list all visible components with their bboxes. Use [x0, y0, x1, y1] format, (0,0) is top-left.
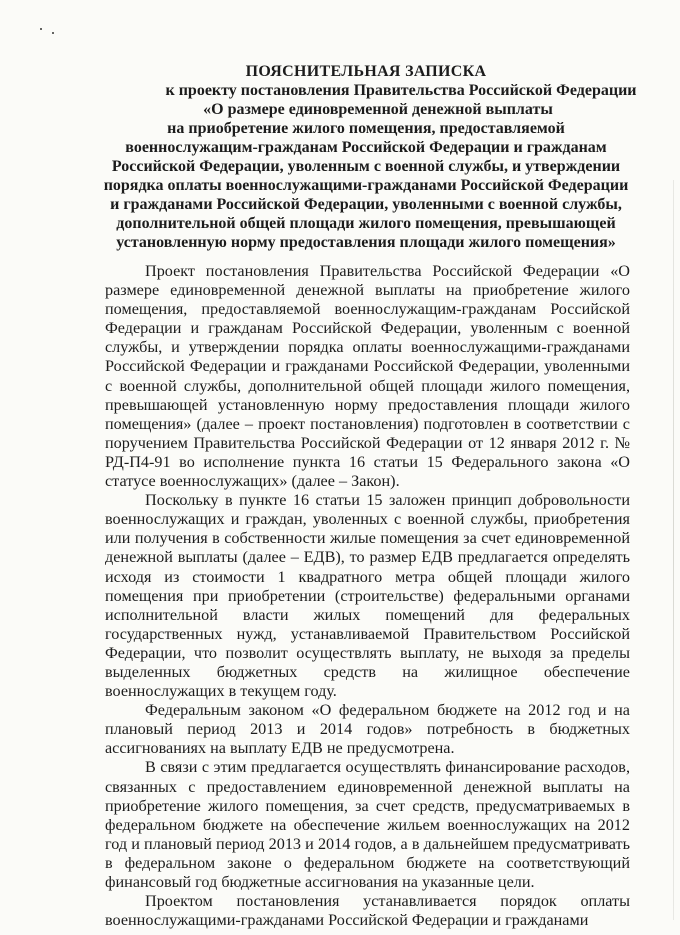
subtitle-line: дополнительной общей площади жилого помещения, превышающей	[116, 215, 616, 232]
body-paragraph: Федеральным законом «О федеральном бюджете на 2012 год и на плановый период 2013 и 2014 годов» потребность в бюджетных ассигнованиях на выплату ЕДВ не предусмотрена.	[105, 701, 630, 758]
document-heading	[90, 62, 642, 252]
body-paragraph: В связи с этим предлагается осуществлять финансирование расходов, связанных с предоставлением единовременной денежной выплаты на приобретение жилого помещения, за счет средств, предусматриваемых в федеральном бюджете на обеспечение жильем военнослужащих на 2012 год и плановый период 2013 и 2014 годов, а в дальнейшем предусматривать в федеральном законе о федеральном бюджете на соответствующий финансовый год бюджетные ассигнования на указанные цели.	[105, 758, 630, 891]
subtitle-line: и гражданами Российской Федерации, уволенными с военной службы,	[110, 196, 622, 213]
subtitle-line: «О размере единовременной денежной выплаты	[203, 101, 553, 118]
subtitle-line: порядка оплаты военнослужащими-гражданами Российской Федерации	[103, 177, 629, 194]
document-body	[105, 262, 630, 930]
document-title: ПОЯСНИТЕЛЬНАЯ ЗАПИСКА	[245, 63, 487, 80]
subtitle-line: к проекту постановления Правительства Российской Федерации	[165, 82, 637, 99]
subtitle-line: установленную норму предоставления площади жилого помещения»	[116, 234, 616, 251]
body-paragraph: Проектом постановления устанавливается порядок оплаты военнослужащими-гражданами Российской Федерации и гражданами	[105, 892, 630, 930]
scan-speck	[40, 26, 56, 36]
scan-edge	[673, 180, 674, 920]
subtitle-line: военнослужащим-гражданам Российской Федерации и гражданам	[125, 139, 607, 156]
subtitle-line: на приобретение жилого помещения, предоставляемой	[167, 120, 565, 137]
body-paragraph: Поскольку в пункте 16 статьи 15 заложен принцип добровольности военнослужащих и граждан, уволенных с военной службы, приобретения или получения в собственности жилые помещения за счет единовременной денежной выплаты (далее – ЕДВ), то размер ЕДВ предлагается определять исходя из стоимости 1 квадратного метра общей площади жилого помещения при приобретении (строительстве) федеральными органами исполнительной власти жилых помещений для федеральных государственных нужд, устанавливаемой Правительством Российской Федерации, что позволит осуществлять выплату, не выходя за пределы выделенных бюджетных средств на жилищное обеспечение военнослужащих в текущем году.	[105, 491, 630, 701]
body-paragraph: Проект постановления Правительства Российской Федерации «О размере единовременной денежной выплаты на приобретение жилого помещения, предоставляемой военнослужащим-гражданам Российской Федерации и гражданам Российской Федерации, уволенным с военной службы, и утверждении порядка оплаты военнослужащими-гражданами Российской Федерации и гражданами Российской Федерации, уволенными с военной службы, дополнительной общей площади жилого помещения, превышающей установленную норму предоставления площади жилого помещения» (далее – проект постановления) подготовлен в соответствии с поручением Правительства Российской Федерации от 12 января 2012 г. № РД-П4-91 во исполнение пункта 16 статьи 15 Федерального закона «О статусе военнослужащих» (далее – Закон).	[105, 262, 630, 491]
subtitle-line: Российской Федерации, уволенным с военной службы, и утверждении	[111, 158, 621, 175]
